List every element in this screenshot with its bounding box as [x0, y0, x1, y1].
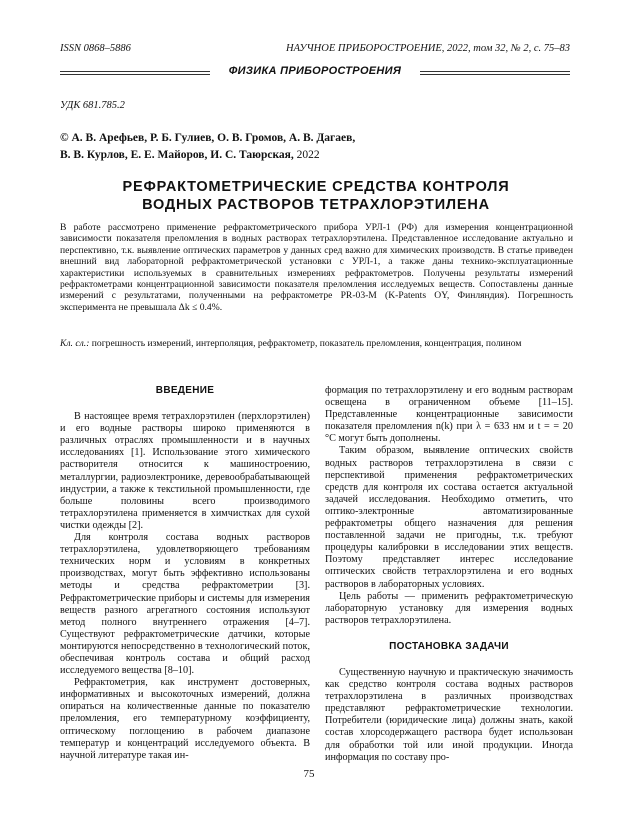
left-column	[60, 385, 310, 762]
paragraph: В настоящее время тетрахлорэтилен (перхлорэтилен) и его водные растворы широко применяются в различных отраслях промышленности и в научных исследованиях [1]. Использование этого химического растворителя относится к машиностроению, металлургии, радиоэлектронике, деревообрабатывающей индустрии, а также к текстильной промышленности, где больше половины всего производимого тетрахлорэтилена применяется в химчистках для сухой чистки одежды [2].	[60, 411, 310, 531]
paragraph: Для контроля состава водных растворов тетрахлорэтилена, удовлетворяющего требованиям технических норм и условиям в конкретных производствах, могут быть эффективно использованы методы и средства рефрактометрии [3]. Рефрактометрические приборы и системы для измерения веществ разного агрегатного состояния используют метод полного внутреннего отражения [4–7]. Существуют рефрактометрические датчики, которые монтируются непосредственно в технологический поток, обеспечивая контроль состава и общий расход исследуемого вещества [8–10].	[60, 532, 310, 677]
divider	[420, 71, 570, 75]
page-number: 75	[303, 768, 315, 780]
abstract: В работе рассмотрено применение рефрактометрического прибора УРЛ-1 (РФ) для измерения концентрационной зависимости показателя преломления в водных растворах тетрахлорэтилена. Представленное исследование актуально и перспективно, т.к. выявление оптических параметров у данных сред важно для химических производств. В статье приведен внешний вид лабораторной рефрактометрической установки с УРЛ-1, а также даны технико-эксплуатационные характеристики используемых в сравнительных измерениях рефрактометров. Получены результаты измерений рефрактометрами концентрационной зависимости показателя преломления исследуемых веществ. Сопоставлены данные измерений с результатами, полученными на рефрактометре PR-03-M (K-Patents OY, Финляндия). Погрешность эксперимента не превышала Δk ≤ 0.4%.	[60, 222, 573, 313]
title-line-1: РЕФРАКТОМЕТРИЧЕСКИЕ СРЕДСТВА КОНТРОЛЯ	[122, 179, 510, 195]
paragraph: формация по тетрахлорэтилену и его водным растворам освещена в ограниченном объеме [11–15]. Представленные концентрационные зависимости показателя преломления n(k) при λ = 633 нм и t = = 20 °C могут быть дополнены.	[325, 385, 573, 445]
paragraph: Цель работы — применить рефрактометрическую лабораторную установку для измерения водных растворов тетрахлорэтилена.	[325, 590, 573, 626]
section-heading-introduction: ВВЕДЕНИЕ	[155, 385, 215, 396]
paragraph: Таким образом, выявление оптических свойств водных растворов тетрахлорэтилена в связи с перспективой применения рефрактометрических средств для контроля их состава остается актуальной задачей исследования. Необходимо отметить, что оптико-электронные автоматизированные рефрактометры общего назначения для решения поставленной задачи не пригодны, т.к. требуют процедуры калибровки в исследовании этих веществ. Поэтому представляет интерес исследование оптических свойств тетрахлорэтилена и его водных растворов в лабораторных условиях.	[325, 445, 573, 590]
keywords	[60, 338, 573, 349]
keywords-label: Кл. сл.:	[60, 338, 90, 349]
journal-citation: НАУЧНОЕ ПРИБОРОСТРОЕНИЕ, 2022, том 32, № 2, с. 75–83	[286, 43, 570, 54]
authors-names: В. В. Курлов, Е. Е. Майоров, И. С. Таюрская,	[60, 149, 294, 161]
authors-line-2	[60, 147, 580, 164]
issn-label: ISSN 0868–5886	[60, 43, 131, 54]
section-title: ФИЗИКА ПРИБОРОСТРОЕНИЯ	[228, 65, 402, 77]
right-column	[325, 385, 573, 764]
authors-block	[60, 130, 580, 164]
section-heading-problem: ПОСТАНОВКА ЗАДАЧИ	[389, 640, 509, 652]
keywords-text: погрешность измерений, интерполяция, рефрактометр, показатель преломления, концентрация, полином	[89, 338, 522, 349]
section-banner	[60, 65, 570, 79]
article-title	[60, 178, 572, 214]
paragraph: Существенную научную и практическую значимость как средство контроля состава водных растворов тетрахлорэтилена в различных производствах представляют рефрактометрические технологии. Потребители (юридические лица) должны знать, какой состав хлорсодержащего раствора будет использован для обработки той или иной продукции. Иногда информация по составу про-	[325, 666, 573, 763]
paragraph: Рефрактометрия, как инструмент достоверных, информативных и высокоточных измерений, должна опираться на количественные данные по показателю преломления, его температурному коэффициенту, оптическому поглощению в рабочем диапазоне температур и концентраций исследуемого объекта. В научной литературе такая ин-	[60, 677, 310, 761]
title-line-2: ВОДНЫХ РАСТВОРОВ ТЕТРАХЛОРЭТИЛЕНА	[142, 197, 490, 213]
udk-code: УДК 681.785.2	[60, 100, 125, 111]
copyright-year: 2022	[293, 149, 320, 161]
authors-line-1: © А. В. Арефьев, Р. Б. Гулиев, О. В. Громов, А. В. Дагаев,	[60, 132, 356, 144]
